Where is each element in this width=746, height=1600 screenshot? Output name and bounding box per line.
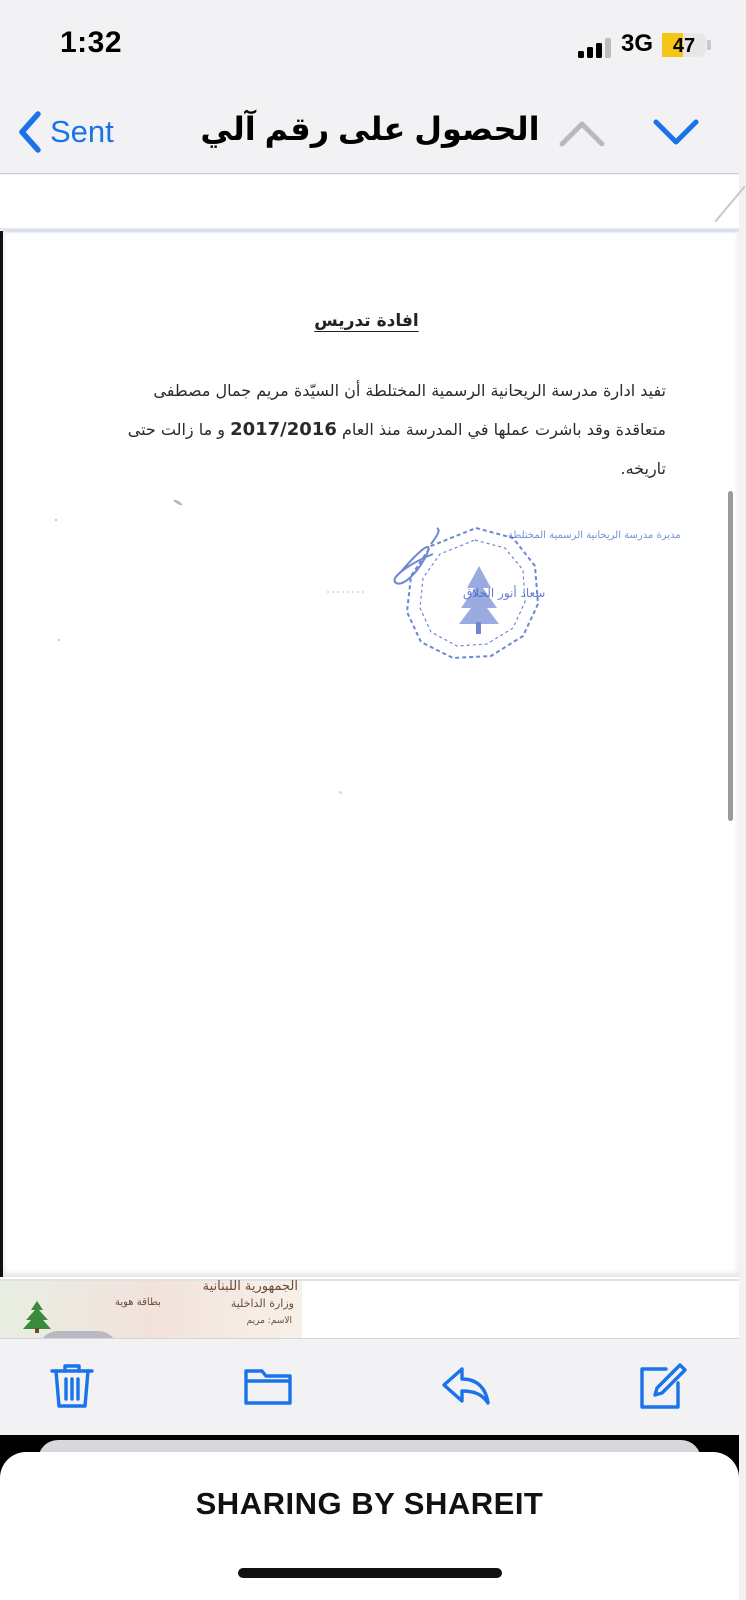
reply-button[interactable] (440, 1361, 492, 1411)
next-page-preview (0, 1279, 739, 1339)
document-page (0, 231, 739, 1277)
status-bar (0, 0, 739, 90)
scan-speck (58, 639, 60, 641)
scan-speck (55, 519, 57, 521)
stamp-seal-icon (303, 526, 681, 666)
document-heading (3, 311, 742, 331)
document-body (98, 371, 666, 488)
cellular-signal-icon (578, 38, 614, 58)
document-heading-text: افادة تدريس (314, 311, 419, 331)
document-line-2 (98, 410, 666, 449)
home-indicator[interactable] (238, 1568, 502, 1578)
id-card-line-1: الجمهورية اللبنانية (202, 1279, 298, 1294)
document-line-2-end: و ما زالت حتى (127, 420, 225, 439)
battery-icon (662, 33, 706, 57)
previous-page-edge (0, 175, 739, 230)
stamp-signer: سعاد أنور الحلاق (463, 586, 546, 600)
stamp-text: مديرة مدرسة الريحانية الرسمية المختلطة (508, 530, 681, 541)
compose-icon (636, 1361, 688, 1411)
cedar-tree-icon (20, 1299, 54, 1333)
battery-level: 47 (672, 35, 696, 57)
scan-speck (339, 791, 342, 794)
id-card-image (0, 1281, 302, 1341)
chevron-up-icon (558, 112, 606, 152)
attachment-viewer[interactable] (0, 175, 739, 1338)
chevron-left-icon (14, 110, 44, 154)
battery-nub (707, 40, 711, 50)
share-sheet[interactable] (0, 1452, 739, 1600)
status-time: 1:32 (60, 26, 123, 59)
reply-icon (440, 1361, 492, 1411)
document-line-2-text: متعاقدة وقد باشرت عملها في المدرسة منذ العام (341, 420, 666, 439)
back-label: Sent (50, 114, 114, 149)
mail-toolbar (0, 1338, 739, 1435)
id-card-line-4: الاسم: مريم (246, 1316, 292, 1326)
previous-message-button[interactable] (558, 112, 606, 152)
folder-icon (242, 1361, 294, 1411)
navigation-bar (0, 90, 739, 174)
vertical-scrollbar[interactable] (728, 491, 733, 821)
page-mark (714, 186, 745, 223)
back-button[interactable] (14, 108, 114, 156)
message-subject-title: الحصول على رقم آلي (200, 111, 540, 147)
scan-speck (173, 499, 183, 507)
official-stamp (303, 526, 681, 666)
trash-icon (46, 1361, 98, 1411)
share-sheet-title: SHARING BY SHAREIT (195, 1486, 544, 1521)
chevron-down-icon (652, 112, 700, 152)
id-card-line-3: بطاقة هوية (115, 1297, 161, 1308)
next-message-button[interactable] (652, 112, 700, 152)
compose-button[interactable] (636, 1361, 688, 1411)
document-year: 2017/2016 (230, 419, 337, 440)
network-type: 3G (621, 30, 654, 57)
delete-button[interactable] (46, 1361, 98, 1411)
move-to-folder-button[interactable] (242, 1361, 294, 1411)
document-line-3: تاريخه. (620, 459, 666, 478)
id-card-line-2: وزارة الداخلية (230, 1297, 294, 1310)
document-line-1: تفيد ادارة مدرسة الريحانية الرسمية المختلطة أن السيّدة مريم جمال مصطفى (153, 381, 666, 400)
